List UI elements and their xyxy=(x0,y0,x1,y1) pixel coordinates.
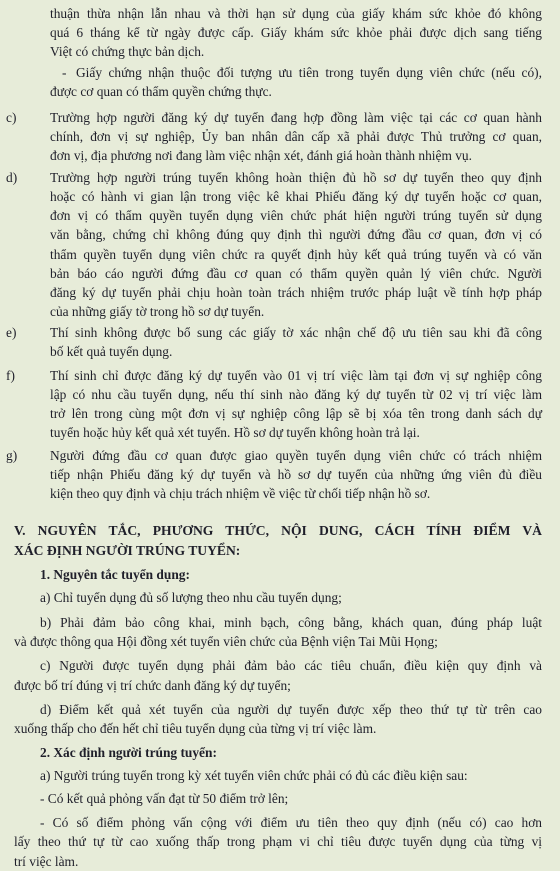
paragraph-2c xyxy=(14,813,542,871)
text-line: được bố trí đúng vị trí chức danh đăng ký dự tuyển; xyxy=(14,677,291,693)
text-line: Trường hợp người đăng ký dự tuyển đang hợp đồng làm việc tại các cơ quan hành xyxy=(50,109,542,125)
paragraph-item-d xyxy=(50,168,542,322)
text-line: Trường hợp người trúng tuyển không hoàn thiện đủ hồ sơ dự tuyển theo quy định xyxy=(50,169,542,185)
subsection-heading-2: 2. Xác định người trúng tuyển: xyxy=(40,744,217,760)
text-line: thẩm quyền tuyển dụng viên chức ra quyết định hủy kết quả trúng tuyển và có văn xyxy=(50,246,542,262)
text-line: Người đứng đầu cơ quan được giao quyền tuyển dụng viên chức có trách nhiệm xyxy=(50,447,542,463)
text-line: b) Phải đảm bảo công khai, minh bạch, công bằng, khách quan, đúng pháp luật xyxy=(40,614,542,630)
text-line: trở lên trong cùng một đơn vị sự nghiệp công lập sẽ bị xóa tên trong danh sách dự xyxy=(50,405,542,421)
text-line: thuận thừa nhận lẫn nhau và thời hạn sử dụng của giấy khám sức khỏe đó không xyxy=(50,5,542,21)
text-line: lập có nhu cầu tuyển dụng, nếu thí sinh nào đăng ký dự tuyển từ 02 vị trí việc làm xyxy=(50,386,542,402)
paragraph-item-c xyxy=(50,108,542,166)
item-label-c: c) xyxy=(6,109,17,125)
text-line: Thí sinh chỉ được đăng ký dự tuyển vào 01 vị trí việc làm tại đơn vị sự nghiệp công xyxy=(50,367,542,383)
paragraph-item-g xyxy=(50,446,542,504)
text-line: d) Điểm kết quả xét tuyển của người dự tuyển được xếp theo thứ tự từ trên cao xyxy=(40,702,542,718)
heading-line: V. NGUYÊN TẮC, PHƯƠNG THỨC, NỘI DUNG, CÁCH TÍNH ĐIỂM VÀ xyxy=(14,523,542,539)
item-label-d: d) xyxy=(6,169,18,185)
text-line: a) Chỉ tuyển dụng đủ số lượng theo nhu cầu tuyển dụng; xyxy=(40,589,342,605)
text-line: a) Người trúng tuyển trong kỳ xét tuyển viên chức phải có đủ các điều kiện sau: xyxy=(40,767,468,783)
item-label-g: g) xyxy=(6,447,18,463)
text-line: và được thông qua Hội đồng xét tuyển viên chức của Bệnh viện Tai Mũi Họng; xyxy=(14,633,438,649)
text-line: bản báo cáo người đứng đầu cơ quan có thẩm quyền quản lý viên chức. Người xyxy=(50,265,542,281)
text-line: Thí sinh không được bổ sung các giấy tờ xác nhận chế độ ưu tiên sau khi đã công xyxy=(50,324,542,340)
paragraph-item-e xyxy=(50,323,542,361)
text-line: của những giấy tờ trong hồ sơ dự tuyển. xyxy=(50,304,265,320)
text-line: quá 6 tháng kể từ ngày được cấp. Giấy khám sức khỏe phải được dịch sang tiếng xyxy=(50,24,542,40)
heading-line: XÁC ĐỊNH NGƯỜI TRÚNG TUYỂN: xyxy=(14,542,241,558)
text-line: văn bằng, chứng chỉ không đúng quy định thì người đứng đầu cơ quan, đơn vị có xyxy=(50,227,542,243)
section-heading xyxy=(14,521,542,559)
item-label-f: f) xyxy=(6,367,15,383)
dash-marker: - xyxy=(62,64,67,80)
text-line: c) Người được tuyển dụng phải đảm bảo các tiêu chuẩn, điều kiện quy định và xyxy=(40,658,542,674)
paragraph-1a xyxy=(40,588,542,607)
text-line: kiện theo quy định và chịu trách nhiệm về việc từ chối tiếp nhận hồ sơ. xyxy=(50,486,431,502)
text-line: tiếp nhận Phiếu đăng ký dự tuyển và hồ sơ dự tuyển của những ứng viên đủ điều xyxy=(50,466,542,482)
text-line: xuống thấp cho đến hết chỉ tiêu tuyển dụng của từng vị trí việc làm. xyxy=(14,721,377,737)
text-line: đơn vị, địa phương nơi đang làm việc nhận xét, đánh giá hoàn thành nhiệm vụ. xyxy=(50,147,472,163)
subsection-heading-1: 1. Nguyên tắc tuyển dụng: xyxy=(40,567,190,583)
text-line: trí việc làm. xyxy=(14,853,79,869)
text-line: bố kết quả tuyển dụng. xyxy=(50,343,173,359)
text-line: chính, đơn vị sự nghiệp, Ủy ban nhân dân cấp xã phải được Thủ trưởng cơ quan, xyxy=(50,128,542,144)
text-line: lấy theo thứ tự từ cao xuống thấp trong phạm vi chỉ tiêu được tuyển dụng của từng vị xyxy=(14,834,542,850)
paragraph-item-f xyxy=(50,366,542,443)
text-line: tuyển hoặc hủy kết quả xét tuyển. Hồ sơ dự tuyển không hoàn trả lại. xyxy=(50,425,420,441)
text-line: - Có kết quả phỏng vấn đạt từ 50 điểm trở lên; xyxy=(40,791,289,807)
paragraph-continuation xyxy=(50,4,542,62)
paragraph-dash-item xyxy=(50,63,542,101)
text-line: đơn vị có thẩm quyền tuyển dụng viên chức phát hiện người trúng tuyển sử dụng xyxy=(50,208,542,224)
paragraph-1b xyxy=(14,613,542,651)
text-line: - Có số điểm phỏng vấn cộng với điểm ưu tiên theo quy định (nếu có) cao hơn xyxy=(40,815,542,831)
paragraph-2b xyxy=(40,789,542,808)
text-line: đăng ký dự tuyển phải chịu hoàn toàn trách nhiệm trước pháp luật về tính hợp pháp xyxy=(50,284,542,300)
text-line: hoặc có hành vi gian lận trong việc kê khai Phiếu đăng ký dự tuyển hoặc cơ quan, xyxy=(50,188,542,204)
paragraph-2a xyxy=(40,766,542,785)
paragraph-1d xyxy=(14,700,542,738)
paragraph-1c xyxy=(14,656,542,694)
text-line: Việt có chứng thực bản dịch. xyxy=(50,44,205,60)
text-line: Giấy chứng nhận thuộc đối tượng ưu tiên trong tuyển dụng viên chức (nếu có), xyxy=(76,64,542,80)
item-label-e: e) xyxy=(6,324,17,340)
text-line: được cơ quan có thẩm quyền chứng thực. xyxy=(50,84,272,100)
